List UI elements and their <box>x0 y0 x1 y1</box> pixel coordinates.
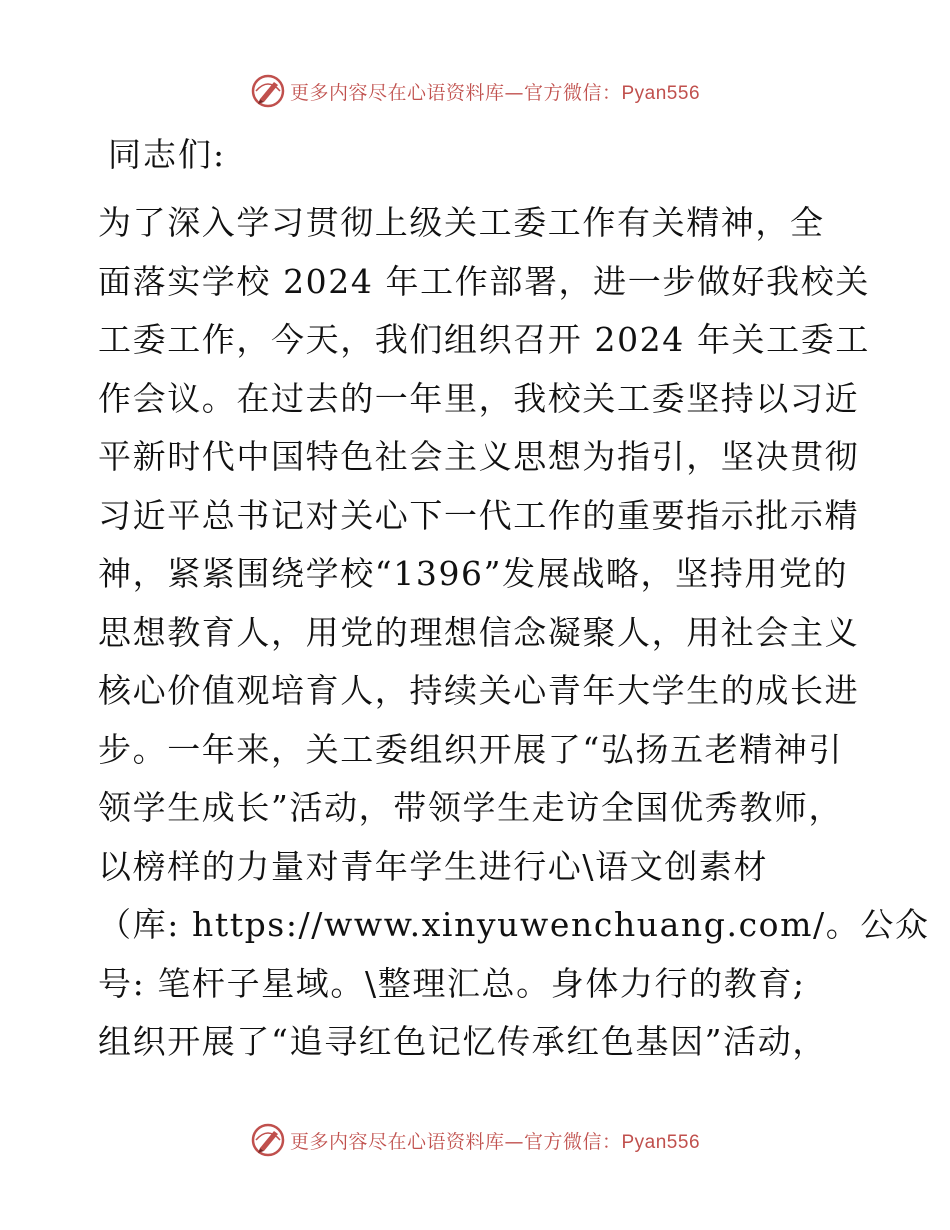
text-line: 习近平总书记对关心下一代工作的重要指示批示精 <box>98 495 860 535</box>
text-line: 为了深入学习贯彻上级关工委工作有关精神，全 <box>98 203 825 242</box>
text-line: 面落实学校 2024 年工作部署，进一步做好我校关 <box>98 261 870 301</box>
watermark-text: 更多内容尽在心语资料库—官方微信：Pyan556 <box>289 81 701 104</box>
salutation: 同志们: <box>108 135 227 174</box>
footer-watermark <box>0 1120 950 1160</box>
text-line: 思想教育人，用党的理想信念凝聚人，用社会主义 <box>98 612 860 652</box>
watermark-text: 更多内容尽在心语资料库—官方微信：Pyan556 <box>289 1130 701 1153</box>
text-line: 核心价值观培育人，持续关心青年大学生的成长进 <box>98 671 860 710</box>
text-line: 神，紧紧围绕学校“1396”发展战略，坚持用党的 <box>98 554 849 593</box>
text-line: 号: 笔杆子星域。\整理汇总。身体力行的教育; <box>98 963 806 1003</box>
text-line: 平新时代中国特色社会主义思想为指引，坚决贯彻 <box>98 437 860 476</box>
text-line: 组织开展了“追寻红色记忆传承红色基因”活动， <box>98 1022 827 1061</box>
text-line: 作会议。在过去的一年里，我校关工委坚持以习近 <box>98 378 860 418</box>
pen-logo-icon <box>250 1122 286 1158</box>
text-line: 以榜样的力量对青年学生进行心\语文创素材 <box>98 846 769 886</box>
text-line: 领学生成长”活动，带领学生走访全国优秀教师， <box>98 788 844 827</box>
header-watermark <box>0 71 950 111</box>
text-line: （库: https://www.xinyuwenchuang.com/。公众 <box>98 905 930 944</box>
body-paragraph <box>98 194 930 1072</box>
text-line: 工委工作，今天，我们组织召开 2024 年关工委工 <box>98 320 870 359</box>
text-line: 步。一年来，关工委组织开展了“弘扬五老精神引 <box>98 729 844 769</box>
pen-logo-icon <box>250 73 286 109</box>
document-body <box>98 126 930 1072</box>
